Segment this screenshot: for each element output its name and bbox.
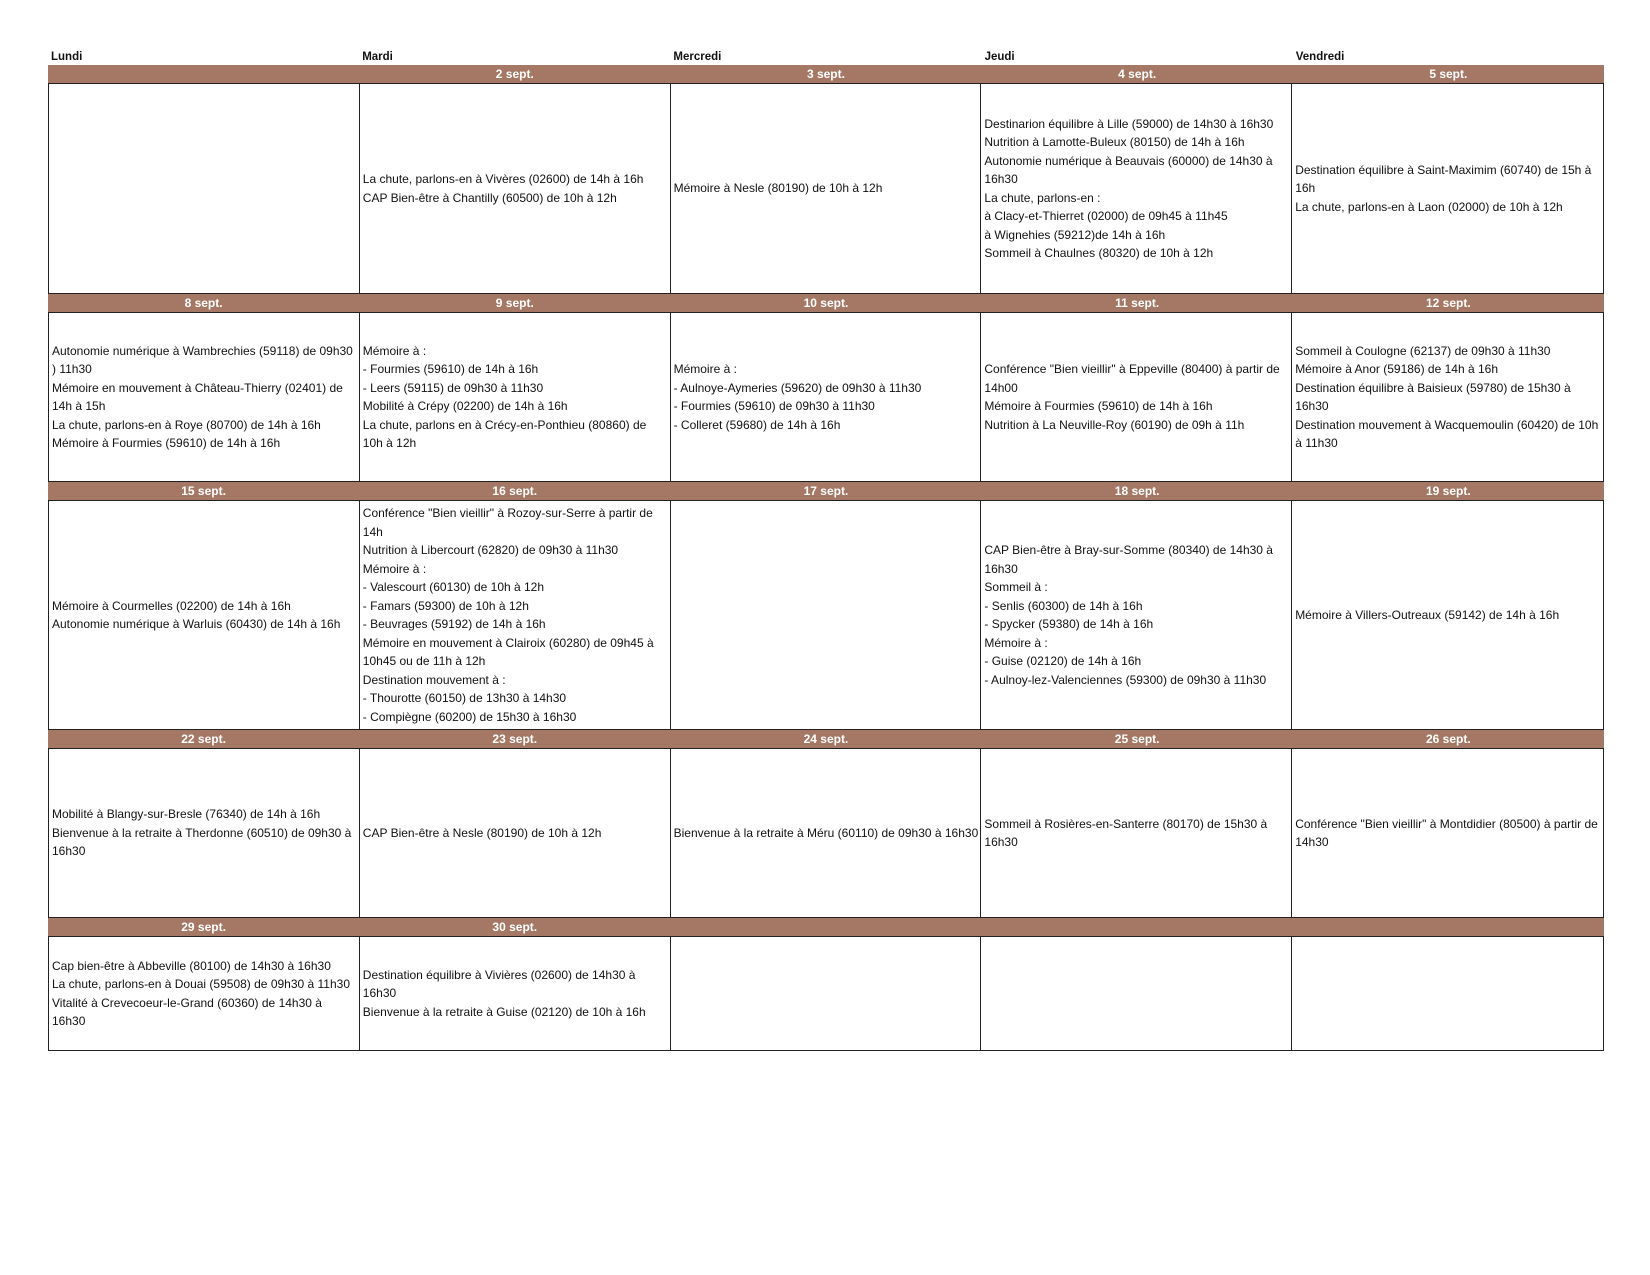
event-line: Mobilité à Blangy-sur-Bresle (76340) de 14h à 16h: [52, 807, 321, 822]
event-line: Vitalité à Crevecoeur-le-Grand (60360) de 14h30 à 16h30: [52, 995, 322, 1028]
day-cell: [1292, 937, 1603, 1050]
day-cell: [1292, 501, 1603, 729]
event-line: Destination mouvement à Wacquemoulin (60420) de 10h à 11h30: [1295, 417, 1599, 450]
day-cells: [48, 748, 1604, 918]
day-cell: [360, 313, 671, 481]
date-label: 24 sept.: [803, 732, 849, 746]
event-line: - Guise (02120) de 14h à 16h: [984, 654, 1142, 668]
event-line: Destination mouvement à :: [362, 672, 506, 687]
date-label: 17 sept.: [803, 484, 849, 498]
date-label: 9 sept.: [495, 296, 534, 310]
event-line: - Compiègne (60200) de 15h30 à 16h30: [362, 709, 577, 724]
event-line: La chute, parlons-en à Vivères (02600) de 14h à 16h: [362, 172, 644, 186]
event-line: Conférence "Bien vieillir" à Rozoy-sur-Serre à partir de 14h: [362, 506, 653, 539]
event-line: Sommeil à Coulogne (62137) de 09h30 à 11h30: [1295, 343, 1551, 358]
date-label: 29 sept.: [181, 920, 226, 934]
event-line: La chute, parlons-en :: [984, 190, 1101, 205]
event-line: CAP Bien-être à Chantilly (60500) de 10h à 12h: [362, 190, 617, 205]
date-label: 19 sept.: [1425, 484, 1471, 498]
day-cells: [48, 83, 1604, 294]
date-label: [670, 918, 981, 936]
event-line: Mémoire à Fourmies (59610) de 14h à 16h: [52, 436, 281, 450]
event-line: Sommeil à Rosières-en-Santerre (80170) de 15h30 à 16h30: [984, 816, 1268, 849]
event-line: Conférence "Bien vieillir" à Montdidier (80500) à partir de 14h30: [1295, 816, 1598, 849]
event-line: Mémoire à :: [362, 561, 427, 576]
day-cell: [360, 501, 671, 729]
event-line: - Valescourt (60130) de 10h à 12h: [362, 580, 545, 594]
event-line: La chute, parlons-en à Laon (02000) de 10h à 12h: [1295, 199, 1563, 214]
event-line: Mobilité à Crépy (02200) de 14h à 16h: [362, 399, 568, 413]
event-line: Bienvenue à la retraite à Therdonne (60510) de 09h30 à 16h30: [52, 825, 352, 859]
date-label: 22 sept.: [181, 732, 226, 746]
event-line: à Clacy-et-Thierret (02000) de 09h45 à 11h45: [984, 209, 1228, 223]
event-line: Mémoire à :: [362, 343, 427, 358]
weeks-container: [48, 65, 1604, 1051]
date-label: 5 sept.: [1429, 67, 1468, 81]
event-line: à Wignehies (59212)de 14h à 16h: [984, 227, 1166, 242]
event-line: - Colleret (59680) de 14h à 16h: [673, 417, 841, 432]
date-label: 25 sept.: [1114, 732, 1160, 746]
date-label: 11 sept.: [1115, 296, 1160, 310]
weekday-wednesday: Mercredi: [673, 51, 722, 63]
week-row: [48, 918, 1604, 1051]
day-cell: [1292, 313, 1603, 481]
event-line: La chute, parlons-en à Douai (59508) de 09h30 à 11h30: [52, 977, 351, 991]
day-cell: [360, 84, 671, 293]
event-line: La chute, parlons-en à Roye (80700) de 14h à 16h: [52, 417, 321, 432]
date-label: 23 sept.: [492, 732, 538, 746]
event-line: Destination équilibre à Baisieux (59780) de 15h30 à 16h30: [1295, 380, 1571, 413]
event-line: - Fourmies (59610) de 09h30 à 11h30: [673, 399, 875, 413]
day-cell: [671, 84, 982, 293]
day-cell: [981, 937, 1292, 1050]
week-row: [48, 730, 1604, 918]
date-label: 15 sept.: [181, 484, 226, 498]
day-cell: [49, 313, 360, 481]
week-row: [48, 482, 1604, 730]
event-line: - Spycker (59380) de 14h à 16h: [984, 617, 1154, 631]
date-label: 16 sept.: [492, 484, 538, 498]
day-cell: [1292, 84, 1603, 293]
event-line: Mémoire à Villers-Outreaux (59142) de 14h à 16h: [1295, 607, 1560, 622]
date-band: [48, 918, 1604, 936]
weekday-monday: Lundi: [51, 51, 83, 63]
date-band: [48, 482, 1604, 500]
event-line: Mémoire en mouvement à Clairoix (60280) de 09h45 à 10h45 ou de 11h à 12h: [362, 635, 654, 668]
event-line: - Thourotte (60150) de 13h30 à 14h30: [362, 691, 567, 705]
event-line: Mémoire à :: [984, 635, 1048, 650]
day-cell: [360, 937, 671, 1050]
weekday-thursday: Jeudi: [984, 51, 1015, 63]
event-line: CAP Bien-être à Bray-sur-Somme (80340) de 14h30 à 16h30: [984, 543, 1273, 576]
weekday-friday: Vendredi: [1295, 51, 1345, 63]
date-label: 12 sept.: [1425, 296, 1471, 310]
week-row: [48, 294, 1604, 482]
event-line: - Leers (59115) de 09h30 à 11h30: [362, 380, 544, 395]
event-line: Conférence "Bien vieillir" à Eppeville (80400) à partir de 14h00: [984, 362, 1280, 395]
date-label: 30 sept.: [492, 920, 538, 934]
date-band: [48, 730, 1604, 748]
day-cells: [48, 500, 1604, 730]
event-line: Destination équilibre à Saint-Maximim (60740) de 15h à 16h: [1295, 162, 1592, 196]
day-cell: [49, 749, 360, 917]
day-cell: [49, 84, 360, 293]
event-line: Mémoire à Nesle (80190) de 10h à 12h: [673, 181, 883, 196]
day-cell: [981, 749, 1292, 917]
event-line: Autonomie numérique à Beauvais (60000) de 14h30 à 16h30: [984, 153, 1273, 186]
day-cell: [360, 749, 671, 917]
event-line: - Senlis (60300) de 14h à 16h: [984, 598, 1143, 613]
event-line: - Beuvrages (59192) de 14h à 16h: [362, 617, 546, 631]
event-line: Nutrition à Libercourt (62820) de 09h30 à 11h30: [362, 543, 619, 557]
day-cell: [981, 501, 1292, 729]
date-band: [48, 294, 1604, 312]
event-line: Autonomie numérique à Wambrechies (59118) de 09h30 ) 11h30: [52, 343, 353, 376]
day-cell: [49, 937, 360, 1050]
weekday-header-row: [48, 50, 1604, 65]
day-cell: [671, 313, 982, 481]
day-cell: [1292, 749, 1603, 917]
event-line: Bienvenue à la retraite à Méru (60110) de 09h30 à 16h30: [673, 825, 979, 840]
event-line: Destinarion équilibre à Lille (59000) de 14h30 à 16h30: [984, 116, 1274, 131]
day-cells: [48, 312, 1604, 482]
date-label: 26 sept.: [1425, 732, 1471, 746]
event-line: Destination équilibre à Vivières (02600) de 14h30 à 16h30: [362, 967, 636, 1001]
date-label: 2 sept.: [495, 67, 534, 81]
event-line: Sommeil à Chaulnes (80320) de 10h à 12h: [984, 246, 1214, 260]
date-label: 10 sept.: [803, 296, 849, 310]
event-line: Autonomie numérique à Warluis (60430) de 14h à 16h: [52, 617, 341, 631]
weekday-tuesday: Mardi: [362, 51, 393, 63]
calendar: [48, 50, 1604, 1051]
event-line: Sommeil à :: [984, 580, 1048, 594]
day-cell: [671, 501, 982, 729]
day-cells: [48, 936, 1604, 1051]
event-line: - Fourmies (59610) de 14h à 16h: [362, 362, 539, 376]
date-label: 3 sept.: [806, 67, 845, 81]
event-line: La chute, parlons en à Crécy-en-Ponthieu (80860) de 10h à 12h: [362, 417, 647, 450]
day-cell: [49, 501, 360, 729]
date-label: [982, 918, 1293, 936]
event-line: Cap bien-être à Abbeville (80100) de 14h30 à 16h30: [52, 958, 331, 973]
day-cell: [671, 937, 982, 1050]
date-label: 8 sept.: [184, 296, 223, 310]
date-band: [48, 65, 1604, 83]
date-label: [1293, 918, 1604, 936]
event-line: Nutrition à La Neuville-Roy (60190) de 09h à 11h: [984, 417, 1245, 432]
event-line: CAP Bien-être à Nesle (80190) de 10h à 12h: [362, 825, 602, 840]
date-label: 4 sept.: [1118, 67, 1157, 81]
day-cell: [981, 313, 1292, 481]
event-line: - Aulnoy-lez-Valenciennes (59300) de 09h30 à 11h30: [984, 672, 1267, 687]
event-line: Nutrition à Lamotte-Buleux (80150) de 14h à 16h: [984, 135, 1245, 149]
date-label: 18 sept.: [1114, 484, 1160, 498]
event-line: Mémoire à Anor (59186) de 14h à 16h: [1295, 362, 1498, 376]
event-line: - Aulnoye-Aymeries (59620) de 09h30 à 11h30: [673, 380, 922, 395]
date-label: [48, 65, 359, 83]
event-line: - Famars (59300) de 10h à 12h: [362, 598, 529, 613]
event-line: Mémoire à Courmelles (02200) de 14h à 16h: [52, 598, 291, 613]
event-line: Mémoire à :: [673, 362, 737, 376]
week-row: [48, 65, 1604, 294]
event-line: Mémoire à Fourmies (59610) de 14h à 16h: [984, 399, 1213, 413]
event-line: Mémoire en mouvement à Château-Thierry (02401) de 14h à 15h: [52, 380, 343, 413]
event-line: Bienvenue à la retraite à Guise (02120) de 10h à 16h: [362, 1004, 646, 1019]
day-cell: [981, 84, 1292, 293]
day-cell: [671, 749, 982, 917]
